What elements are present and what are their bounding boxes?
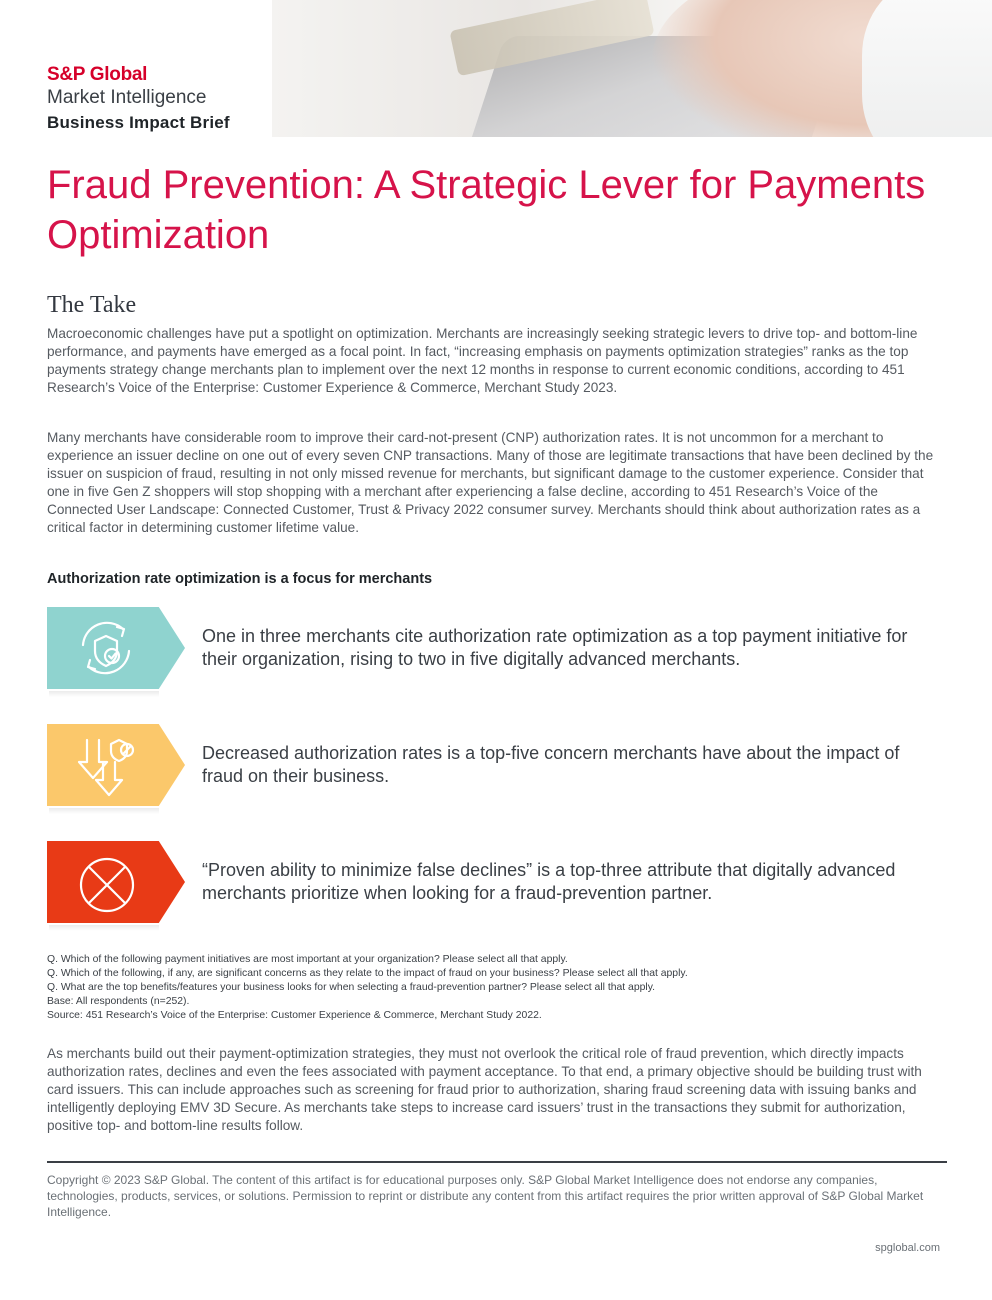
- brand-division: Market Intelligence: [47, 87, 207, 108]
- cnp-paragraph: Many merchants have considerable room to improve their card-not-present (CNP) authorization rates. It is not uncommon for a merchant to experience an issuer decline on one out of every seven CNP transactions. Many of those are legitimate transactions that have been declined by the issuer on suspicion of fraud, resulting in not only missed revenue for merchants, but significant damage to the customer experience. Consider that one in five Gen Z shoppers will stop shopping with a merchant after experiencing a false decline, according to 451 Research’s Voice of the Connected User Landscape: Connected Customer, Trust & Privacy 2022 consumer survey. Merchants should think about authorization rates as a critical factor in determining customer lifetime value.: [47, 430, 934, 535]
- survey-base: Base: All respondents (n=252).: [47, 996, 190, 1007]
- brand-logo: [47, 64, 230, 135]
- page-title: Fraud Prevention: A Strategic Lever for Payments Optimization: [47, 163, 926, 257]
- survey-question: Q. What are the top benefits/features your business looks for when selecting a fraud-prevention partner? Please select all that apply.: [47, 982, 655, 993]
- survey-source: Source: 451 Research’s Voice of the Enterprise: Customer Experience & Commerce, Merchant Study 2022.: [47, 1010, 542, 1021]
- stat-item-false-declines: [47, 841, 947, 931]
- stat-text: “Proven ability to minimize false declines” is a top-three attribute that digitally advanced merchants prioritize when looking for a fraud-prevention partner.: [202, 860, 896, 903]
- website-url: spglobal.com: [875, 1242, 940, 1254]
- intro-paragraph: Macroeconomic challenges have put a spotlight on optimization. Merchants are increasingly seeking strategic levers to drive top- and bottom-line performance, and payments have emerged as a focal point. In fact, “increasing emphasis on payments optimization strategies” ranks as the top payments strategy change merchants plan to implement over the next 12 months in response to current economic conditions, according to 451 Research’s Voice of the Enterprise: Customer Experience & Commerce, Merchant Study 2023.: [47, 326, 918, 395]
- footer-divider: [47, 1161, 947, 1163]
- section-heading: The Take: [47, 292, 137, 318]
- document-type: Business Impact Brief: [47, 113, 230, 132]
- copyright-notice: Copyright © 2023 S&P Global. The content of this artifact is for educational purposes only. S&P Global Market Intelligence does not endorse any companies, technologies, products, services, or solutions. Permission to reprint or distribute any content from this artifact requires the prior written approval of S&P Global Market Intelligence.: [47, 1173, 924, 1219]
- down-arrows-shield-icon: [71, 732, 141, 798]
- stat-text: One in three merchants cite authorization rate optimization as a top payment initiative for their organization, rising to two in five digitally advanced merchants.: [202, 626, 908, 669]
- stat-banner-amber: [47, 724, 185, 806]
- stat-banner-red: [47, 841, 185, 923]
- stat-text: Decreased authorization rates is a top-five concern merchants have about the impact of fraud on their business.: [202, 743, 900, 786]
- brand-name: S&P Global: [47, 64, 148, 85]
- survey-question: Q. Which of the following payment initiatives are most important at your organization? Please select all that apply.: [47, 954, 568, 965]
- infographic-heading: Authorization rate optimization is a focus for merchants: [47, 571, 433, 587]
- conclusion-paragraph: As merchants build out their payment-optimization strategies, they must not overlook the critical role of fraud prevention, which directly impacts authorization rates, declines and even the fees associated with payment acceptance. To that end, a primary objective should be building trust with card issuers. This can include approaches such as screening for fraud prior to authorization, sharing fraud screening data with issuing banks and intelligently deploying EMV 3D Secure. As merchants take steps to increase card issuers’ trust in the transactions they submit for authorization, positive top- and bottom-line results follow.: [47, 1046, 922, 1133]
- stat-item-decreased-authorization: [47, 724, 947, 814]
- survey-notes: [47, 953, 947, 1023]
- x-circle-icon: [71, 849, 141, 915]
- header-photo: [272, 0, 992, 137]
- stat-banner-teal: [47, 607, 185, 689]
- survey-question: Q. Which of the following, if any, are significant concerns as they relate to the impact of fraud on your business? Please select all that apply.: [47, 968, 688, 979]
- stat-item-authorization-initiative: [47, 607, 947, 697]
- shield-check-cycle-icon: [71, 615, 141, 681]
